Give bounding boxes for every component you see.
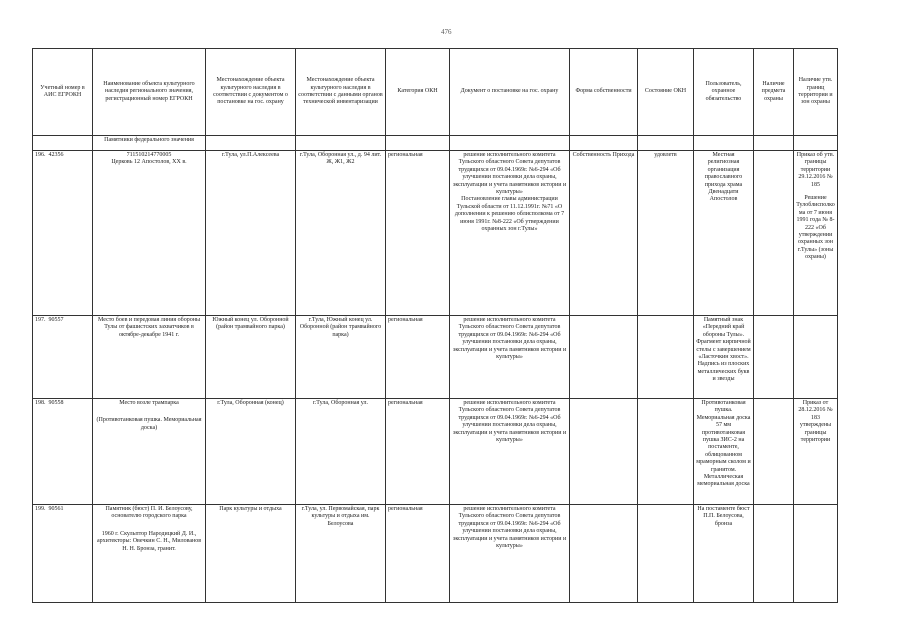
header-user: Пользователь, охранное обязательство (694, 49, 754, 136)
object-name-cell: Памятник (бюст) П. И. Белоусову, основателю городского парка 1960 г. Скульптор Народицкий Д. И., архитекторы: Овечкин С. Н., Милованов Н. Н. Бронза, гранит. (93, 505, 206, 603)
ownership-cell (570, 316, 638, 399)
table-row (33, 505, 838, 603)
condition-cell (638, 316, 694, 399)
document-cell: решение исполнительного комитета Тульского областного Совета депутатов трудящихся от 09.04.1969г. №6-294 «Об улучшении постановки дела охраны, эксплуатации и учета памятников истории и культуры» Постановление главы администрации Тульской области от 11.12.1991г. №71 «О дополнении к решению облисполкома от 7 июня 1991г. №8-222 «Об утверждении охранных зон г.Тулы» (450, 151, 570, 316)
protection-subject-cell: Противотанковая пушка. Мемориальная доска 57 мм противотанковая пушка ЗИС-2 на постаменте, облицованном мраморным сколом и гранитом. Металлическая мемориальная доска (694, 399, 754, 505)
boundaries-cell (794, 505, 838, 603)
document-cell: решение исполнительного комитета Тульского областного Совета депутатов трудящихся от 09.04.1969г. №6-294 «Об улучшении постановки дела охраны, эксплуатации и учета памятников истории и культуры» (450, 399, 570, 505)
subheader-label: Памятники федерального значения (93, 136, 206, 151)
document-cell: решение исполнительного комитета Тульского областного Совета депутатов трудящихся от 09.04.1969г. №6-294 «Об улучшении постановки дела охраны, эксплуатации и учета памятников истории и культуры» (450, 316, 570, 399)
object-name-cell: 711510214770005 Церковь 12 Апостолов, XX в. (93, 151, 206, 316)
condition-cell (638, 505, 694, 603)
location-tech-cell: г.Тула, ул. Первомайская, парк культуры и отдыха им. Белоусова (296, 505, 386, 603)
header-protection-subject: Наличие предмета охраны (754, 49, 794, 136)
condition-cell (638, 399, 694, 505)
document-cell: решение исполнительного комитета Тульского областного Совета депутатов трудящихся от 09.04.1969г. №6-294 «Об улучшении постановки дела охраны, эксплуатации и учета памятников истории и культуры» (450, 505, 570, 603)
table-row (33, 316, 838, 399)
row-number-cell: 197. 90557 (33, 316, 93, 399)
header-category: Категория ОКН (386, 49, 450, 136)
header-name: Наименование объекта культурного наследия регионального значения, регистрационный номер ЕГРОКН (93, 49, 206, 136)
table-row (33, 151, 838, 316)
empty-cell (754, 399, 794, 505)
page-number: 476 (441, 28, 452, 36)
category-cell: региональная (386, 316, 450, 399)
header-boundaries: Наличие утв. границ территории и зон охраны (794, 49, 838, 136)
header-document: Документ о постановке на гос. охрану (450, 49, 570, 136)
header-aisid: Учетный номер в АИС ЕГРОКН (33, 49, 93, 136)
subheader-row (33, 136, 838, 151)
header-location-doc: Местонахождение объекта культурного наследия в соответствии с документом о постановке на гос. охрану (206, 49, 296, 136)
header-condition: Состояние ОКН (638, 49, 694, 136)
protection-subject-cell: Памятный знак «Передний край обороны Тулы». Фрагмент кирпичной стелы с завершением «Ласточкин хвост». Надпись из плоских металлических букв и звезды (694, 316, 754, 399)
ownership-cell (570, 399, 638, 505)
category-cell: региональная (386, 399, 450, 505)
boundaries-cell: Приказ об утв. границы территории 29.12.2016 № 185 Решение Тулоблисполкома от 7 июня 1991 года № 8-222 «Об утверждении охранных зон г.Тулы» (зоны охраны) (794, 151, 838, 316)
registry-table (32, 48, 838, 603)
row-number-cell: 199. 90561 (33, 505, 93, 603)
empty-cell (754, 316, 794, 399)
location-doc-cell: Южный конец ул. Оборонной (район трамвайного парка) (206, 316, 296, 399)
location-tech-cell: г.Тула, Южный конец ул. Оборонной (район трамвайного парка) (296, 316, 386, 399)
ownership-cell (570, 505, 638, 603)
location-doc-cell: Парк культуры и отдыха (206, 505, 296, 603)
protection-subject-cell: На постаменте бюст П.П. Белоусова, бронза (694, 505, 754, 603)
protection-subject-cell (754, 151, 794, 316)
header-ownership: Форма собственности (570, 49, 638, 136)
empty-cell (754, 505, 794, 603)
ownership-cell: Собственность Прихода (570, 151, 638, 316)
user-cell: Местная религиозная организация православного прихода храма Двенадцати Апостолов (694, 151, 754, 316)
table-row (33, 399, 838, 505)
boundaries-cell: Приказ от 28.12.2016 № 183 утверждены границы территории (794, 399, 838, 505)
category-cell: региональная (386, 151, 450, 316)
row-number-cell: 198. 90558 (33, 399, 93, 505)
object-name-cell: Место боев и передовая линия обороны Тулы от фашистских захватчиков в октябре-декабре 1941 г. (93, 316, 206, 399)
object-name-cell: Место возле трампарка (Противотанковая пушка. Мемориальная доска) (93, 399, 206, 505)
header-location-tech: Местонахождение объекта культурного наследия в соответствии с данными органов технической инвентаризации (296, 49, 386, 136)
location-doc-cell: г.Тула, ул.П.Алексеева (206, 151, 296, 316)
condition-cell: удовлетв (638, 151, 694, 316)
location-tech-cell: г.Тула, Оборонная ул., д. 94 лит. Ж, Ж1, Ж2 (296, 151, 386, 316)
row-number-cell: 196. 42356 (33, 151, 93, 316)
location-tech-cell: г.Тула, Оборонная ул. (296, 399, 386, 505)
category-cell: региональная (386, 505, 450, 603)
location-doc-cell: г.Тула, Оборонная (конец) (206, 399, 296, 505)
header-row (33, 49, 838, 136)
boundaries-cell (794, 316, 838, 399)
